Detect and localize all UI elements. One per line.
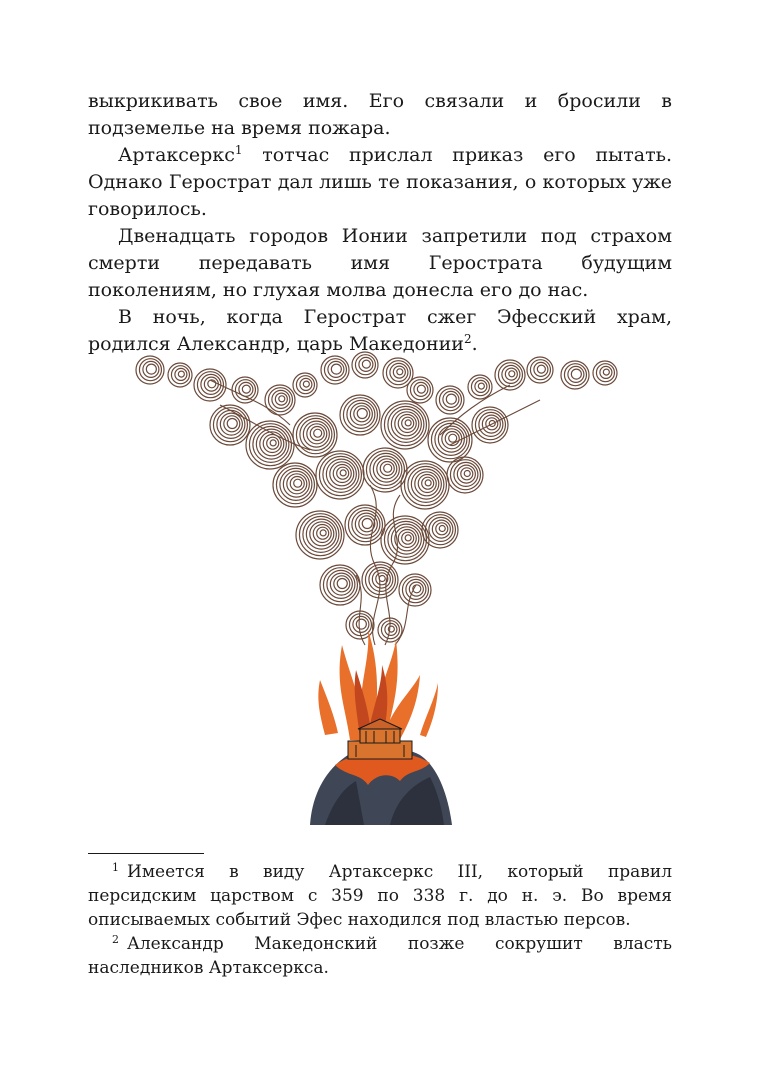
paragraph-3: Двенадцать городов Ионии запретили под страхом смерти передавать имя Герострата будущим поколениям, но глухая молва донесла его до нас. bbox=[88, 225, 672, 301]
footnote-1: $^1$ Имеется в виду Артаксеркс III, который правил персидским царством с 359 по 338 г. до н. э. Во время описываемых событий Эфес находился под властью персов. bbox=[88, 861, 672, 930]
main-text bbox=[88, 88, 672, 358]
paragraph-2: Артаксеркс$^1$ тотчас прислал приказ его пытать. Однако Герострат дал лишь те показания, о которых уже говорилось. bbox=[88, 143, 672, 220]
footnotes bbox=[88, 860, 672, 980]
footnote-separator bbox=[88, 853, 204, 854]
footnote-mark-1: 1 bbox=[112, 861, 119, 874]
footnote-2: $^2$ Александр Македонский позже сокрушит власть наследников Артаксеркса. bbox=[88, 933, 672, 978]
paragraph-1: выкрикивать свое имя. Его связали и бросили в подземелье на время пожара. bbox=[88, 90, 672, 139]
paragraph-4: В ночь, когда Герострат сжег Эфесский храм, родился Александр, царь Македонии$^2$. bbox=[88, 306, 672, 355]
smoke-trails bbox=[210, 380, 540, 645]
burning-temple-illustration bbox=[120, 345, 640, 835]
footnote-ref-2[interactable]: 2 bbox=[463, 332, 472, 346]
footnote-ref-1[interactable]: 1 bbox=[234, 143, 243, 157]
footnote-mark-2: 2 bbox=[112, 933, 119, 946]
smoke-cloud bbox=[136, 352, 617, 642]
